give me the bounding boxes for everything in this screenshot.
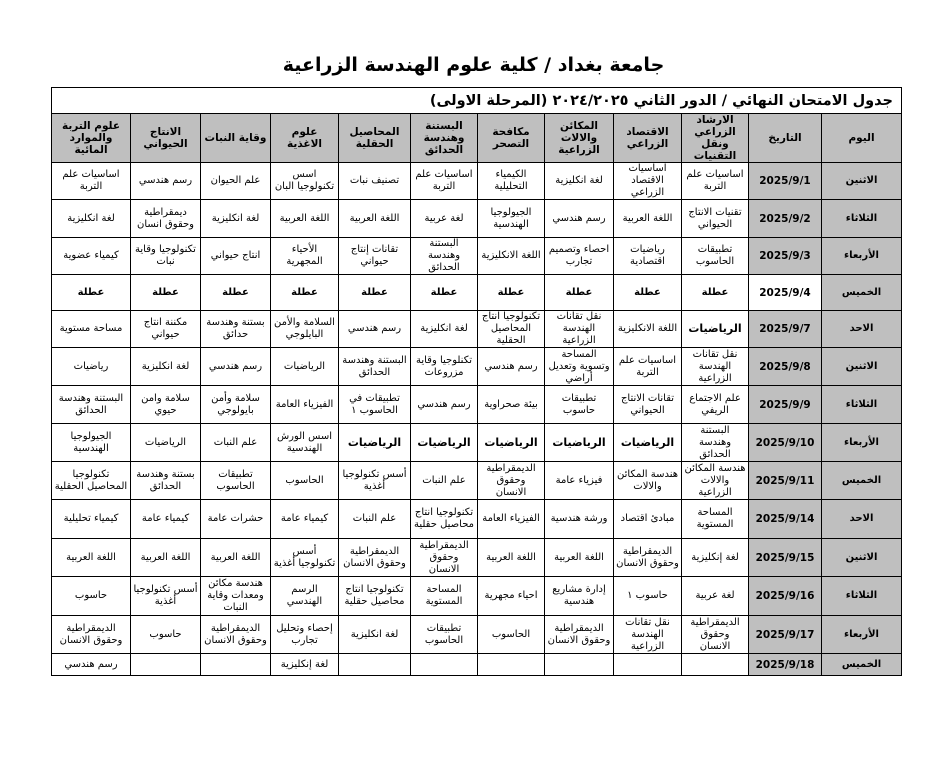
- exam-cell: كيمياء عامة: [271, 500, 339, 539]
- exam-cell: الرياضيات: [545, 424, 614, 462]
- exam-cell: [614, 654, 682, 676]
- page-title: جامعة بغداد / كلية علوم الهندسة الزراعية: [282, 54, 665, 76]
- exam-cell: احياء مجهرية: [478, 577, 545, 616]
- exam-cell: علم النبات: [411, 462, 478, 500]
- exam-cell: إحصاء وتحليل تجارب: [271, 616, 339, 654]
- exam-cell: الجيولوجيا الهندسية: [478, 200, 545, 238]
- day-cell: الأربعاء: [822, 616, 902, 654]
- exam-cell: الديمقراطية وحقوق الانسان: [614, 539, 682, 577]
- exam-cell: عطلة: [52, 275, 131, 311]
- exam-cell: علم النبات: [339, 500, 411, 539]
- exam-cell: تطبيقات حاسوب: [545, 386, 614, 424]
- exam-cell: كيمياء تحليلية: [52, 500, 131, 539]
- exam-cell: رسم هندسي: [545, 200, 614, 238]
- exam-cell: الرياضيات: [614, 424, 682, 462]
- date-cell: 2025/9/11: [749, 462, 822, 500]
- exam-cell: مبادئ اقتصاد: [614, 500, 682, 539]
- column-header: وقاية النبات: [201, 114, 271, 163]
- exam-cell: بستنة وهندسة حدائق: [201, 311, 271, 348]
- exam-cell: رياضيات اقتصادية: [614, 238, 682, 275]
- exam-cell: تصنيف نبات: [339, 163, 411, 200]
- exam-cell: اللغة الانكليزية: [478, 238, 545, 275]
- exam-cell: تكنولوجيا انتاج محاصيل حقلية: [411, 500, 478, 539]
- date-cell: 2025/9/16: [749, 577, 822, 616]
- day-cell: الاحد: [822, 311, 902, 348]
- exam-cell: أسس تكنولوجيا أغذية: [131, 577, 201, 616]
- date-cell: 2025/9/7: [749, 311, 822, 348]
- exam-cell: الحاسوب: [478, 616, 545, 654]
- exam-cell: سلامة وأمن بايولوجي: [201, 386, 271, 424]
- exam-cell: تقانات إنتاج حيواني: [339, 238, 411, 275]
- exam-cell: اساسيات علم التربة: [682, 163, 749, 200]
- exam-cell: لغة انكليزية: [201, 200, 271, 238]
- exam-cell: نقل تقانات الهندسة الزراعية: [614, 616, 682, 654]
- exam-cell: إدارة مشاريع هندسية: [545, 577, 614, 616]
- exam-cell: [682, 654, 749, 676]
- date-cell: 2025/9/2: [749, 200, 822, 238]
- exam-cell: بيئة صحراوية: [478, 386, 545, 424]
- exam-cell: [411, 654, 478, 676]
- table-row: [52, 386, 902, 424]
- exam-cell: رسم هندسي: [52, 654, 131, 676]
- header-row: [52, 114, 902, 163]
- exam-cell: هندسة مكائن ومعدات وقاية النبات: [201, 577, 271, 616]
- exam-cell: لغة إنكليزية: [271, 654, 339, 676]
- exam-cell: حاسوب: [52, 577, 131, 616]
- table-row: [52, 424, 902, 462]
- table-row: [52, 163, 902, 200]
- day-cell: الثلاثاء: [822, 386, 902, 424]
- column-header: اليوم: [822, 114, 902, 163]
- exam-cell: مكننة انتاج حيواني: [131, 311, 201, 348]
- exam-cell: حاسوب: [131, 616, 201, 654]
- exam-cell: الفيزياء العامة: [478, 500, 545, 539]
- exam-cell: الرياضيات: [339, 424, 411, 462]
- exam-cell: عطلة: [682, 275, 749, 311]
- exam-cell: اللغة العربية: [478, 539, 545, 577]
- exam-cell: بستنة وهندسة الحدائق: [131, 462, 201, 500]
- exam-cell: كيمياء عضوية: [52, 238, 131, 275]
- exam-cell: [339, 654, 411, 676]
- table-row: [52, 577, 902, 616]
- day-cell: الخميس: [822, 462, 902, 500]
- exam-cell: اللغة العربية: [545, 539, 614, 577]
- exam-cell: اسس الورش الهندسية: [271, 424, 339, 462]
- exam-cell: [545, 654, 614, 676]
- exam-cell: رسم هندسي: [131, 163, 201, 200]
- exam-cell: الرياضيات: [131, 424, 201, 462]
- exam-cell: أسس تكنولوجيا أغذية: [271, 539, 339, 577]
- column-header: علوم الاغذية: [271, 114, 339, 163]
- exam-cell: الحاسوب: [271, 462, 339, 500]
- exam-cell: اللغة العربية: [131, 539, 201, 577]
- exam-cell: تكنولوجيا المحاصيل الحقلية: [52, 462, 131, 500]
- column-header: المكائن والالات الزراعية: [545, 114, 614, 163]
- exam-cell: الديمقراطية وحقوق الانسان: [682, 616, 749, 654]
- date-cell: 2025/9/17: [749, 616, 822, 654]
- table-row: [52, 275, 902, 311]
- exam-cell: عطلة: [339, 275, 411, 311]
- exam-cell: تكنولوجيا انتاج محاصيل حقلية: [339, 577, 411, 616]
- date-cell: 2025/9/8: [749, 348, 822, 386]
- date-cell: 2025/9/1: [749, 163, 822, 200]
- exam-cell: الرياضيات: [682, 311, 749, 348]
- column-header: المحاصيل الحقلية: [339, 114, 411, 163]
- exam-cell: البستنة وهندسة الحدائق: [411, 238, 478, 275]
- date-cell: 2025/9/9: [749, 386, 822, 424]
- exam-cell: [478, 654, 545, 676]
- exam-cell: عطلة: [131, 275, 201, 311]
- day-cell: الاثنين: [822, 539, 902, 577]
- exam-cell: اللغة الانكليزية: [614, 311, 682, 348]
- exam-cell: [201, 654, 271, 676]
- column-header: الانتاج الحيواني: [131, 114, 201, 163]
- column-header: علوم التربة والموارد المائية: [52, 114, 131, 163]
- exam-cell: نقل تقانات الهندسة الزراعية: [545, 311, 614, 348]
- exam-cell: الكيمياء التحليلية: [478, 163, 545, 200]
- caption-row: [52, 88, 902, 114]
- exam-cell: الجيولوجيا الهندسية: [52, 424, 131, 462]
- date-cell: 2025/9/3: [749, 238, 822, 275]
- exam-cell: علم الاجتماع الريفي: [682, 386, 749, 424]
- exam-cell: الديمقراطية وحقوق الانسان: [478, 462, 545, 500]
- exam-cell: البستنة وهندسة الحدائق: [682, 424, 749, 462]
- exam-cell: اللغة العربية: [614, 200, 682, 238]
- exam-cell: عطلة: [614, 275, 682, 311]
- table-row: [52, 654, 902, 676]
- exam-cell: الرسم الهندسي: [271, 577, 339, 616]
- exam-cell: الفيزياء العامة: [271, 386, 339, 424]
- table-caption: جدول الامتحان النهائي / الدور الثاني ٢٠٢٤/٢٠٢٥ (المرحلة الاولى): [52, 88, 902, 114]
- day-cell: الخميس: [822, 275, 902, 311]
- exam-cell: الديمقراطية وحقوق الانسان: [52, 616, 131, 654]
- exam-cell: لغة انكليزية: [131, 348, 201, 386]
- exam-schedule-table: [51, 87, 902, 676]
- day-cell: الأربعاء: [822, 424, 902, 462]
- table-row: [52, 500, 902, 539]
- exam-cell: اللغة العربية: [201, 539, 271, 577]
- exam-cell: الرياضيات: [411, 424, 478, 462]
- exam-cell: اساسيات الاقتصاد الزراعي: [614, 163, 682, 200]
- exam-cell: رسم هندسي: [411, 386, 478, 424]
- day-cell: الاثنين: [822, 163, 902, 200]
- exam-cell: الرياضيات: [271, 348, 339, 386]
- exam-cell: اللغة العربية: [52, 539, 131, 577]
- day-cell: الثلاثاء: [822, 200, 902, 238]
- exam-cell: ورشة هندسية: [545, 500, 614, 539]
- date-cell: 2025/9/4: [749, 275, 822, 311]
- exam-cell: اساسيات علم التربة: [411, 163, 478, 200]
- exam-cell: رسم هندسي: [339, 311, 411, 348]
- exam-cell: احصاء وتصميم تجارب: [545, 238, 614, 275]
- day-cell: الخميس: [822, 654, 902, 676]
- exam-cell: الديمقراطية وحقوق الانسان: [339, 539, 411, 577]
- table-row: [52, 348, 902, 386]
- exam-cell: حشرات عامة: [201, 500, 271, 539]
- exam-cell: عطلة: [478, 275, 545, 311]
- exam-cell: البستنة وهندسة الحدائق: [339, 348, 411, 386]
- column-header: البستنة وهندسة الحدائق: [411, 114, 478, 163]
- exam-cell: تطبيقات الحاسوب: [411, 616, 478, 654]
- exam-cell: حاسوب ١: [614, 577, 682, 616]
- exam-cell: لغة انكليزية: [52, 200, 131, 238]
- exam-cell: اسس تكنولوجيا البان: [271, 163, 339, 200]
- exam-cell: المساحة المستوية: [411, 577, 478, 616]
- day-cell: الاثنين: [822, 348, 902, 386]
- exam-cell: لغة انكليزية: [411, 311, 478, 348]
- exam-cell: الرياضيات: [478, 424, 545, 462]
- exam-cell: المساحة المستوية: [682, 500, 749, 539]
- exam-cell: لغة انكليزية: [339, 616, 411, 654]
- exam-cell: علم الحيوان: [201, 163, 271, 200]
- exam-cell: ديمقراطية وحقوق انسان: [131, 200, 201, 238]
- date-cell: 2025/9/18: [749, 654, 822, 676]
- column-header: الارشاد الزراعي ونقل التقنيات: [682, 114, 749, 163]
- exam-cell: تطبيقات الحاسوب: [201, 462, 271, 500]
- column-header: الاقتصاد الزراعي: [614, 114, 682, 163]
- date-cell: 2025/9/10: [749, 424, 822, 462]
- exam-cell: عطلة: [545, 275, 614, 311]
- column-header: التاريخ: [749, 114, 822, 163]
- date-cell: 2025/9/15: [749, 539, 822, 577]
- exam-cell: الديمقراطية وحقوق الانسان: [201, 616, 271, 654]
- exam-cell: تكنلوجيا وقاية مزروعات: [411, 348, 478, 386]
- exam-cell: لغة عربية: [411, 200, 478, 238]
- date-cell: 2025/9/14: [749, 500, 822, 539]
- exam-cell: تكنولوجيا وقاية نبات: [131, 238, 201, 275]
- exam-cell: اساسيات علم التربة: [614, 348, 682, 386]
- exam-cell: نقل تقانات الهندسة الزراعية: [682, 348, 749, 386]
- exam-cell: اللغة العربية: [271, 200, 339, 238]
- exam-cell: هندسة المكائن والالات الزراعية: [682, 462, 749, 500]
- exam-cell: علم النبات: [201, 424, 271, 462]
- exam-cell: المساحة وتسوية وتعديل أراضي: [545, 348, 614, 386]
- exam-cell: تطبيقات الحاسوب: [682, 238, 749, 275]
- column-header: مكافحة التصحر: [478, 114, 545, 163]
- day-cell: الاحد: [822, 500, 902, 539]
- exam-cell: سلامة وامن حيوي: [131, 386, 201, 424]
- exam-cell: هندسة المكائن والالات: [614, 462, 682, 500]
- exam-cell: الديمقراطية وحقوق الانسان: [411, 539, 478, 577]
- table-row: [52, 200, 902, 238]
- exam-cell: كيمياء عامة: [131, 500, 201, 539]
- table-row: [52, 539, 902, 577]
- exam-cell: رسم هندسي: [201, 348, 271, 386]
- table-row: [52, 311, 902, 348]
- exam-cell: البستنة وهندسة الحدائق: [52, 386, 131, 424]
- exam-cell: انتاج حيواني: [201, 238, 271, 275]
- exam-cell: لغة انكليزية: [545, 163, 614, 200]
- exam-cell: رياضيات: [52, 348, 131, 386]
- exam-cell: لغة إنكليزية: [682, 539, 749, 577]
- exam-cell: اللغة العربية: [339, 200, 411, 238]
- table-row: [52, 238, 902, 275]
- exam-cell: تقانات الانتاج الحيواني: [614, 386, 682, 424]
- exam-cell: اساسيات علم التربة: [52, 163, 131, 200]
- exam-cell: مساحة مستوية: [52, 311, 131, 348]
- day-cell: الأربعاء: [822, 238, 902, 275]
- exam-cell: عطلة: [201, 275, 271, 311]
- exam-cell: فيزياء عامة: [545, 462, 614, 500]
- exam-cell: رسم هندسي: [478, 348, 545, 386]
- exam-cell: أسس تكنولوجيا أغذية: [339, 462, 411, 500]
- table-row: [52, 462, 902, 500]
- exam-cell: تطبيقات في الحاسوب ١: [339, 386, 411, 424]
- exam-cell: عطلة: [271, 275, 339, 311]
- exam-cell: [131, 654, 201, 676]
- day-cell: الثلاثاء: [822, 577, 902, 616]
- table-row: [52, 616, 902, 654]
- exam-cell: عطلة: [411, 275, 478, 311]
- exam-cell: لغة عربية: [682, 577, 749, 616]
- exam-cell: السلامة والأمن البايلوجي: [271, 311, 339, 348]
- exam-cell: الديمقراطية وحقوق الانسان: [545, 616, 614, 654]
- exam-cell: الأحياء المجهرية: [271, 238, 339, 275]
- exam-cell: تكنولوجيا انتاج المحاصيل الحقلية: [478, 311, 545, 348]
- exam-cell: تقنيات الانتاج الحيواني: [682, 200, 749, 238]
